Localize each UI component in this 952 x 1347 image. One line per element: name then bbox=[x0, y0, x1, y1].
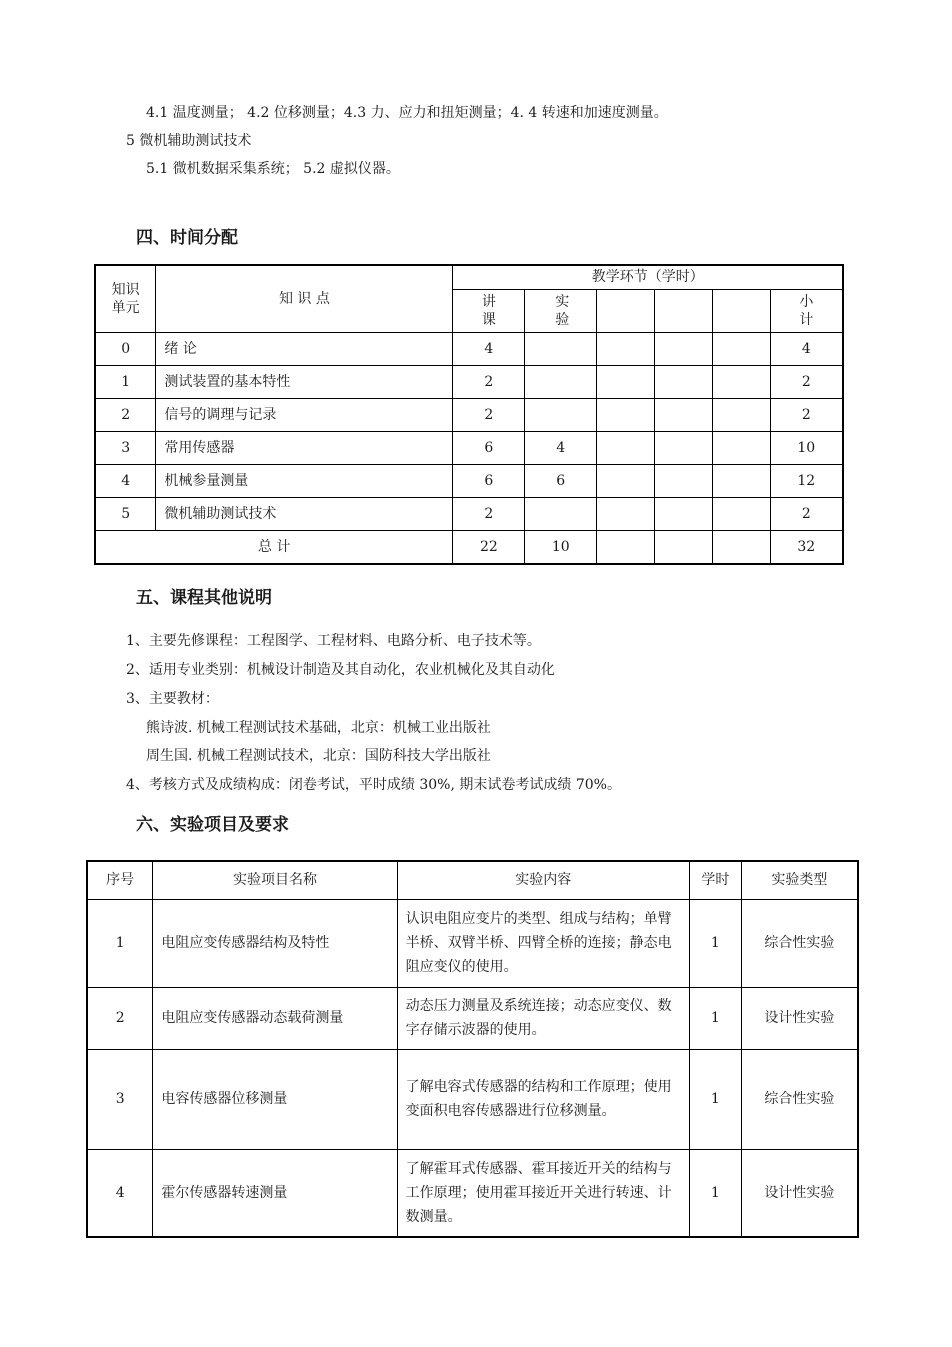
time-allocation-table bbox=[94, 264, 844, 565]
cell-sum-label: 总 计 bbox=[95, 530, 453, 564]
table-row bbox=[95, 365, 843, 398]
cell-total: 2 bbox=[770, 365, 843, 398]
header-empty-3 bbox=[712, 289, 770, 332]
table-row bbox=[95, 497, 843, 530]
cell-point: 测试装置的基本特性 bbox=[156, 365, 453, 398]
content-line-5: 5 微机辅助测试技术 bbox=[126, 133, 252, 149]
cell-content: 了解电容式传感器的结构和工作原理；使用变面积电容传感器进行位移测量。 bbox=[397, 1049, 689, 1149]
cell-no: 2 bbox=[87, 987, 153, 1049]
table-row bbox=[87, 899, 858, 987]
cell-no: 3 bbox=[87, 1049, 153, 1149]
cell-lecture: 4 bbox=[453, 332, 525, 365]
table-row bbox=[87, 987, 858, 1049]
cell-type: 设计性实验 bbox=[741, 1149, 858, 1237]
cell-total: 12 bbox=[770, 464, 843, 497]
cell-no: 4 bbox=[87, 1149, 153, 1237]
cell-total: 4 bbox=[770, 332, 843, 365]
cell-content: 动态压力测量及系统连接；动态应变仪、数字存储示波器的使用。 bbox=[397, 987, 689, 1049]
header-teaching-sessions: 教学环节（学时） bbox=[453, 265, 843, 289]
cell-lecture: 2 bbox=[453, 398, 525, 431]
cell-lab bbox=[525, 398, 597, 431]
cell-total: 2 bbox=[770, 497, 843, 530]
cell-point: 机械参量测量 bbox=[156, 464, 453, 497]
table-row bbox=[95, 398, 843, 431]
cell-type: 设计性实验 bbox=[741, 987, 858, 1049]
note-item: 3、主要教材： bbox=[126, 691, 219, 707]
table-row bbox=[87, 1149, 858, 1237]
note-item: 2、适用专业类别：机械设计制造及其自动化，农业机械化及其自动化 bbox=[126, 662, 555, 678]
section-5-heading: 五、课程其他说明 bbox=[136, 588, 272, 608]
cell-lecture: 6 bbox=[453, 431, 525, 464]
table-row bbox=[95, 464, 843, 497]
cell-type: 综合性实验 bbox=[741, 1049, 858, 1149]
header-name: 实验项目名称 bbox=[153, 861, 397, 899]
header-content: 实验内容 bbox=[397, 861, 689, 899]
table-row bbox=[87, 1049, 858, 1149]
cell-name: 电容传感器位移测量 bbox=[153, 1049, 397, 1149]
textbook-item: 周生国. 机械工程测试技术，北京：国防科技大学出版社 bbox=[146, 748, 491, 764]
cell-hours: 1 bbox=[689, 987, 741, 1049]
cell-lab bbox=[525, 497, 597, 530]
cell-unit: 1 bbox=[95, 365, 156, 398]
section-4-heading: 四、时间分配 bbox=[136, 228, 238, 248]
cell-total: 10 bbox=[770, 431, 843, 464]
cell-unit: 0 bbox=[95, 332, 156, 365]
cell-unit: 2 bbox=[95, 398, 156, 431]
table-sum-row bbox=[95, 530, 843, 564]
content-line-4-1: 4.1 温度测量； 4.2 位移测量；4.3 力、应力和扭矩测量；4. 4 转速和加速度测量。 bbox=[146, 105, 668, 121]
cell-hours: 1 bbox=[689, 1049, 741, 1149]
cell-content: 认识电阻应变片的类型、组成与结构；单臂半桥、双臂半桥、四臂全桥的连接；静态电阻应变仪的使用。 bbox=[397, 899, 689, 987]
cell-point: 常用传感器 bbox=[156, 431, 453, 464]
cell-unit: 3 bbox=[95, 431, 156, 464]
header-lab: 实 验 bbox=[525, 289, 597, 332]
cell-unit: 4 bbox=[95, 464, 156, 497]
cell-lab: 6 bbox=[525, 464, 597, 497]
cell-sum-total: 32 bbox=[770, 530, 843, 564]
cell-total: 2 bbox=[770, 398, 843, 431]
cell-name: 霍尔传感器转速测量 bbox=[153, 1149, 397, 1237]
cell-lab bbox=[525, 332, 597, 365]
header-empty-1 bbox=[597, 289, 655, 332]
cell-unit: 5 bbox=[95, 497, 156, 530]
header-type: 实验类型 bbox=[741, 861, 858, 899]
cell-name: 电阻应变传感器结构及特性 bbox=[153, 899, 397, 987]
cell-no: 1 bbox=[87, 899, 153, 987]
content-line-5-1: 5.1 微机数据采集系统； 5.2 虚拟仪器。 bbox=[146, 161, 400, 177]
header-unit: 知识 单元 bbox=[95, 265, 156, 332]
header-empty-2 bbox=[655, 289, 713, 332]
cell-lecture: 2 bbox=[453, 365, 525, 398]
cell-lecture: 2 bbox=[453, 497, 525, 530]
cell-hours: 1 bbox=[689, 899, 741, 987]
cell-sum-lab: 10 bbox=[525, 530, 597, 564]
cell-point: 绪 论 bbox=[156, 332, 453, 365]
cell-sum-lecture: 22 bbox=[453, 530, 525, 564]
table-row bbox=[95, 332, 843, 365]
cell-lab: 4 bbox=[525, 431, 597, 464]
cell-lab bbox=[525, 365, 597, 398]
textbook-item: 熊诗波. 机械工程测试技术基础，北京：机械工业出版社 bbox=[146, 720, 491, 736]
cell-content: 了解霍耳式传感器、霍耳接近开关的结构与工作原理；使用霍耳接近开关进行转速、计数测量。 bbox=[397, 1149, 689, 1237]
experiment-table bbox=[86, 860, 859, 1238]
table-row bbox=[95, 431, 843, 464]
note-item: 1、主要先修课程：工程图学、工程材料、电路分析、电子技术等。 bbox=[126, 633, 541, 649]
header-no: 序号 bbox=[87, 861, 153, 899]
cell-point: 信号的调理与记录 bbox=[156, 398, 453, 431]
header-hours: 学时 bbox=[689, 861, 741, 899]
header-subtotal: 小 计 bbox=[770, 289, 843, 332]
note-item: 4、考核方式及成绩构成：闭卷考试，平时成绩 30%, 期末试卷考试成绩 70%。 bbox=[126, 777, 621, 793]
cell-point: 微机辅助测试技术 bbox=[156, 497, 453, 530]
section-6-heading: 六、实验项目及要求 bbox=[136, 815, 289, 835]
cell-hours: 1 bbox=[689, 1149, 741, 1237]
cell-name: 电阻应变传感器动态载荷测量 bbox=[153, 987, 397, 1049]
cell-type: 综合性实验 bbox=[741, 899, 858, 987]
cell-lecture: 6 bbox=[453, 464, 525, 497]
header-point: 知 识 点 bbox=[156, 265, 453, 332]
header-lecture: 讲 课 bbox=[453, 289, 525, 332]
